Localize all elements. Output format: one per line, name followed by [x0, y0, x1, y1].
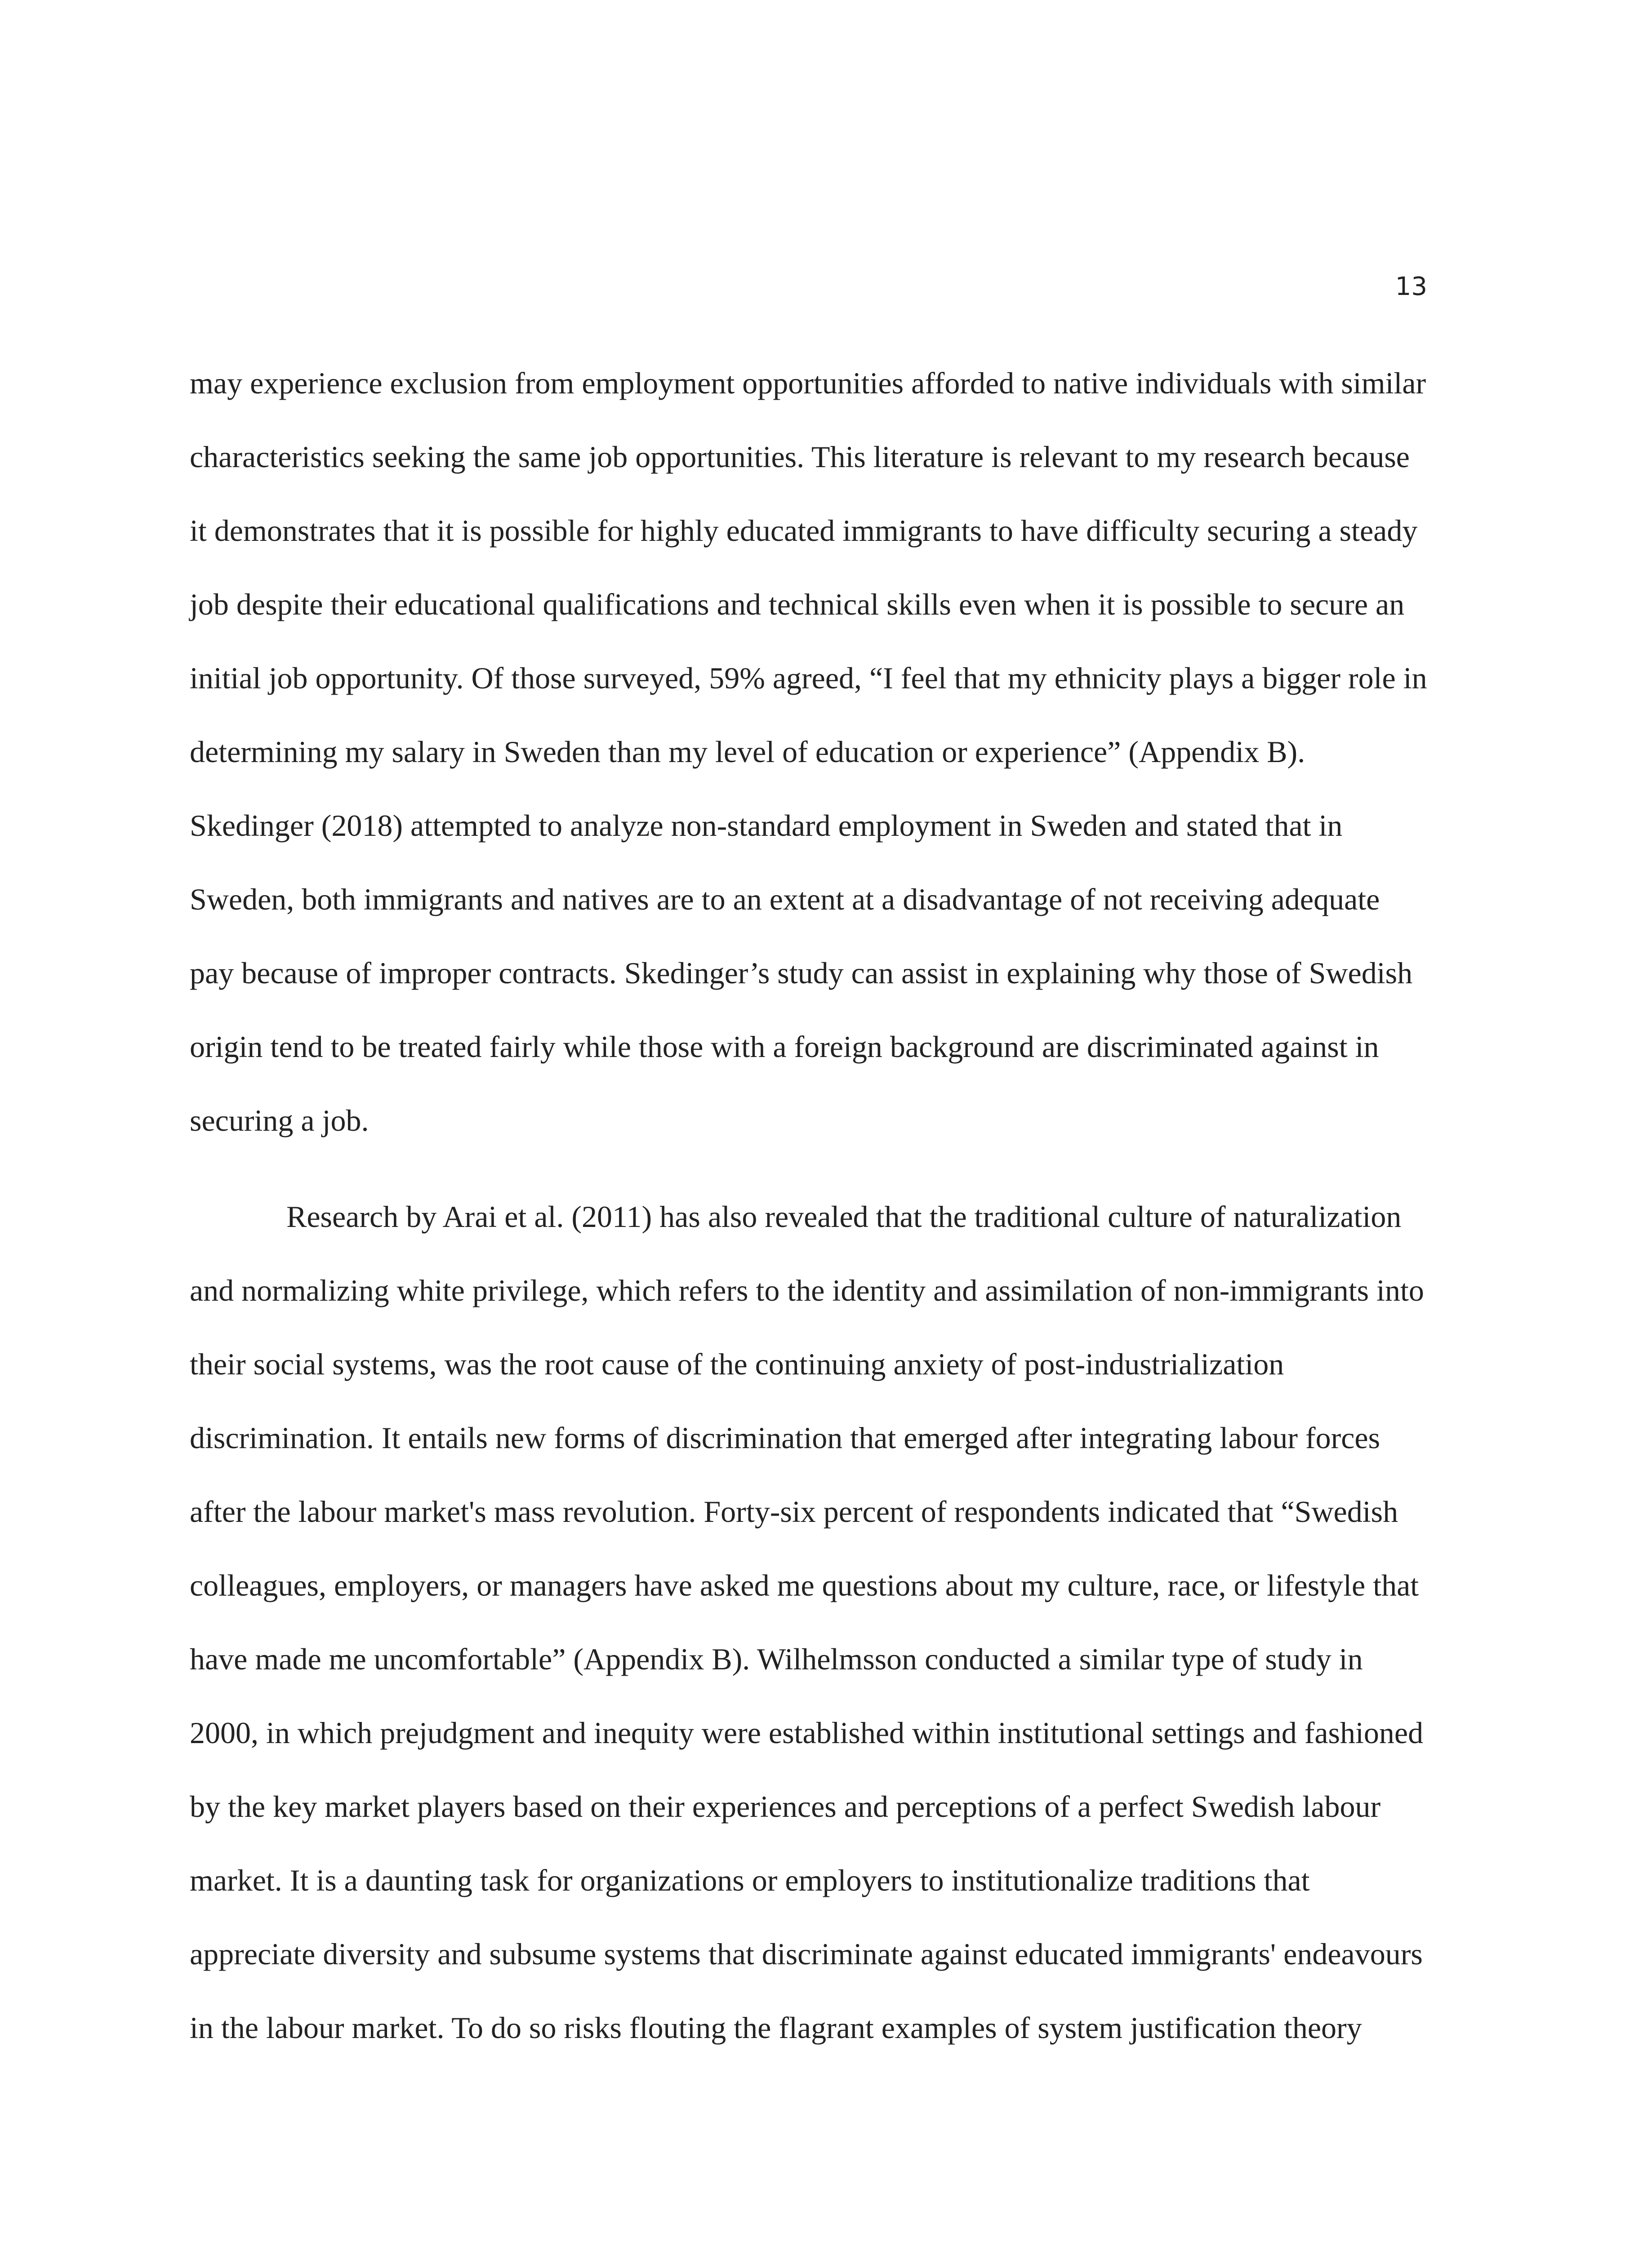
text-line: in the labour market. To do so risks flouting the flagrant examples of system justification theory: [190, 2011, 1362, 2045]
text-line: market. It is a daunting task for organizations or employers to institutionalize traditions that: [190, 1863, 1310, 1897]
text-line: by the key market players based on their experiences and perceptions of a perfect Swedish labour: [190, 1789, 1381, 1824]
text-line: their social systems, was the root cause of the continuing anxiety of post-industrialization: [190, 1347, 1284, 1381]
paragraph-2: [190, 1196, 1480, 2081]
text-line: discrimination. It entails new forms of discrimination that emerged after integrating labour forces: [190, 1421, 1380, 1455]
body-text: [190, 363, 1480, 2081]
text-line: Research by Arai et al. (2011) has also revealed that the traditional culture of naturalization: [286, 1200, 1402, 1234]
text-line: origin tend to be treated fairly while those with a foreign background are discriminated against in: [190, 1030, 1379, 1064]
text-line: have made me uncomfortable” (Appendix B). Wilhelmsson conducted a similar type of study in: [190, 1642, 1363, 1676]
paragraph-spacer: [190, 1174, 1480, 1196]
text-line: job despite their educational qualifications and technical skills even when it is possible to secure an: [190, 587, 1405, 621]
text-line: initial job opportunity. Of those surveyed, 59% agreed, “I feel that my ethnicity plays a bigger role in: [190, 661, 1427, 695]
text-line: characteristics seeking the same job opportunities. This literature is relevant to my research because: [190, 440, 1410, 474]
text-line: and normalizing white privilege, which refers to the identity and assimilation of non-immigrants into: [190, 1273, 1424, 1307]
text-line: securing a job.: [190, 1103, 369, 1137]
text-line: Sweden, both immigrants and natives are to an extent at a disadvantage of not receiving adequate: [190, 882, 1380, 916]
text-line: pay because of improper contracts. Skedinger’s study can assist in explaining why those of Swedish: [190, 956, 1413, 990]
text-line: may experience exclusion from employment opportunities afforded to native individuals with similar: [190, 366, 1426, 400]
text-line: after the labour market's mass revolution. Forty-six percent of respondents indicated that “Swedish: [190, 1494, 1398, 1529]
text-line: Skedinger (2018) attempted to analyze non-standard employment in Sweden and stated that in: [190, 808, 1343, 843]
page-number: 13: [1395, 272, 1427, 301]
paragraph-1: [190, 363, 1480, 1174]
text-line: it demonstrates that it is possible for highly educated immigrants to have difficulty securing a steady: [190, 513, 1418, 548]
text-line: determining my salary in Sweden than my level of education or experience” (Appendix B).: [190, 735, 1305, 769]
text-line: 2000, in which prejudgment and inequity were established within institutional settings and fashioned: [190, 1716, 1424, 1750]
text-line: colleagues, employers, or managers have asked me questions about my culture, race, or lifestyle that: [190, 1568, 1419, 1602]
text-line: appreciate diversity and subsume systems that discriminate against educated immigrants' endeavours: [190, 1937, 1423, 1971]
